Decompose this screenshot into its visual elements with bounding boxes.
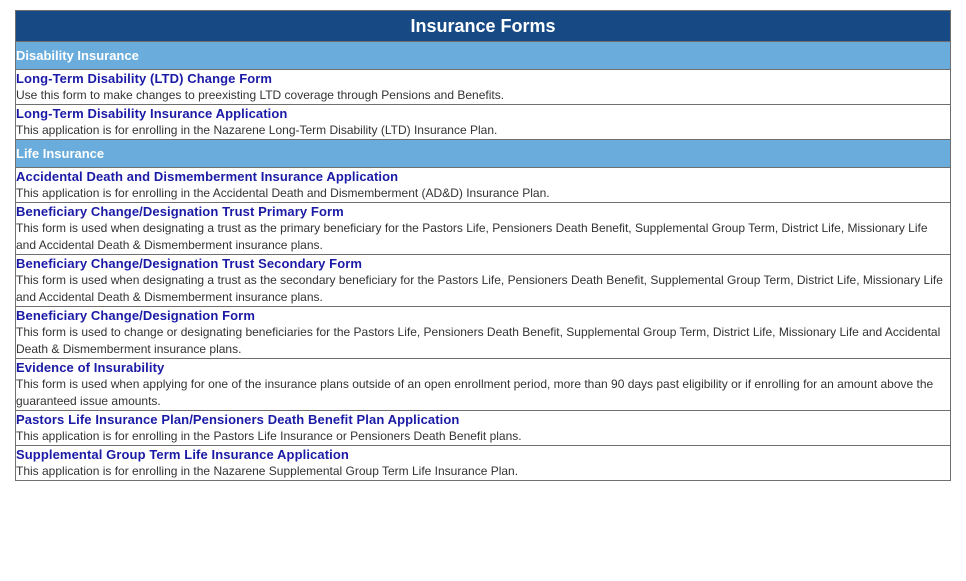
form-row: [16, 168, 951, 203]
form-link-beneficiary-change[interactable]: Beneficiary Change/Designation Form: [16, 308, 255, 323]
form-description: This application is for enrolling in the Nazarene Long-Term Disability (LTD) Insurance Plan.: [16, 123, 498, 137]
section-header-life: Life Insurance: [16, 140, 951, 168]
form-description: This application is for enrolling in the Pastors Life Insurance or Pensioners Death Benefit plans.: [16, 429, 522, 443]
form-row: [16, 203, 951, 255]
insurance-forms-panel: [15, 10, 951, 481]
form-row: [16, 411, 951, 446]
form-row: [16, 446, 951, 481]
form-row: [16, 105, 951, 140]
form-link-evidence-of-insurability[interactable]: Evidence of Insurability: [16, 360, 165, 375]
form-description: This form is used when designating a trust as the primary beneficiary for the Pastors Life, Pensioners Death Benefit, Supplemental Group Term, District Life, Missionary Life and Accidental Death & Dismemberment insurance plans.: [16, 221, 928, 252]
table-title: Insurance Forms: [16, 11, 951, 42]
form-link-beneficiary-trust-primary[interactable]: Beneficiary Change/Designation Trust Primary Form: [16, 204, 344, 219]
form-row: [16, 70, 951, 105]
form-row: [16, 307, 951, 359]
form-row: [16, 255, 951, 307]
form-description: Use this form to make changes to preexisting LTD coverage through Pensions and Benefits.: [16, 88, 505, 102]
form-row: [16, 359, 951, 411]
form-description: This form is used to change or designating beneficiaries for the Pastors Life, Pensioners Death Benefit, Supplemental Group Term, District Life, Missionary Life and Accidental Death & Dismemberment insurance plans.: [16, 325, 941, 356]
form-link-ltd-change[interactable]: Long-Term Disability (LTD) Change Form: [16, 71, 273, 86]
form-link-add-application[interactable]: Accidental Death and Dismemberment Insurance Application: [16, 169, 399, 184]
insurance-forms-table: [15, 10, 951, 481]
form-link-pastors-life-application[interactable]: Pastors Life Insurance Plan/Pensioners Death Benefit Plan Application: [16, 412, 460, 427]
form-link-beneficiary-trust-secondary[interactable]: Beneficiary Change/Designation Trust Secondary Form: [16, 256, 363, 271]
form-link-supplemental-group-term[interactable]: Supplemental Group Term Life Insurance Application: [16, 447, 349, 462]
form-description: This form is used when applying for one of the insurance plans outside of an open enrollment period, more than 90 days past eligibility or if enrolling for an amount above the guaranteed issue amounts.: [16, 377, 934, 408]
form-description: This application is for enrolling in the Accidental Death and Dismemberment (AD&D) Insurance Plan.: [16, 186, 550, 200]
form-description: This application is for enrolling in the Nazarene Supplemental Group Term Life Insurance Plan.: [16, 464, 519, 478]
form-link-ltd-application[interactable]: Long-Term Disability Insurance Application: [16, 106, 288, 121]
form-description: This form is used when designating a trust as the secondary beneficiary for the Pastors Life, Pensioners Death Benefit, Supplemental Group Term, District Life, Missionary Life and Accidental Death & Dismemberment insurance plans.: [16, 273, 943, 304]
section-header-disability: Disability Insurance: [16, 42, 951, 70]
